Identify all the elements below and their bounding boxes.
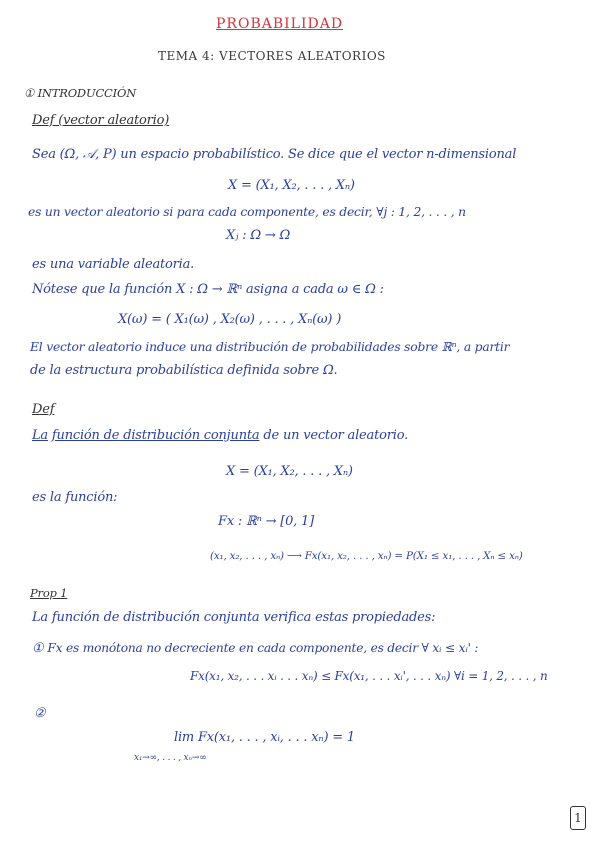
definition-text: es un vector aleatorio si para cada componente, es decir, ∀j : 1, 2, . . . , n bbox=[28, 205, 466, 219]
property-text: La función de distribución conjunta verifica estas propiedades: bbox=[32, 610, 436, 625]
definition-text: es la función: bbox=[32, 490, 118, 505]
definition-text: Sea (Ω, 𝒜, P) un espacio probabilístico. Se dice que el vector n-dimensional bbox=[32, 147, 517, 162]
defined-term: función de distribución conjunta bbox=[51, 428, 260, 443]
definition-label: Def bbox=[32, 402, 55, 417]
section-heading: ① INTRODUCCIÓN bbox=[24, 86, 137, 100]
formula: Xⱼ : Ω → Ω bbox=[226, 228, 291, 243]
definition-text-part: La bbox=[32, 428, 48, 443]
formula-subscript: x₁→∞, . . . , xₙ→∞ bbox=[134, 753, 207, 763]
formula: Fx : ℝⁿ → [0, 1] bbox=[218, 514, 314, 529]
definition-text bbox=[32, 428, 408, 444]
page-subtitle: TEMA 4: VECTORES ALEATORIOS bbox=[158, 49, 386, 63]
formula: X(ω) = ( X₁(ω) , X₂(ω) , . . . , Xₙ(ω) ) bbox=[118, 312, 342, 327]
formula: (x₁, x₂, . . . , xₙ) ⟶ Fx(x₁, x₂, . . . , xₙ) = P(X₁ ≤ x₁, . . . , Xₙ ≤ xₙ) bbox=[210, 550, 523, 562]
page-number: 1 bbox=[570, 806, 586, 830]
item-marker: ② bbox=[34, 706, 46, 721]
page-title: PROBABILIDAD bbox=[216, 16, 344, 32]
property-item bbox=[32, 640, 478, 657]
definition-text: es una variable aleatoria. bbox=[32, 257, 195, 272]
formula: lim Fx(x₁, . . . , xᵢ, . . . xₙ) = 1 bbox=[174, 730, 355, 745]
definition-text: Nótese que la función X : Ω → ℝⁿ asigna a cada ω ∈ Ω : bbox=[32, 282, 384, 297]
formula: X = (X₁, X₂, . . . , Xₙ) bbox=[226, 464, 353, 479]
item-text: Fx es monótona no decreciente en cada componente, es decir ∀ xᵢ ≤ xᵢ' : bbox=[47, 641, 479, 655]
formula: X = (X₁, X₂, . . . , Xₙ) bbox=[228, 178, 355, 193]
property-label: Prop 1 bbox=[30, 586, 68, 600]
item-marker: ① bbox=[32, 641, 44, 656]
definition-text: El vector aleatorio induce una distribución de probabilidades sobre ℝⁿ, a partir bbox=[30, 340, 510, 354]
definition-text-part: de un vector aleatorio. bbox=[263, 428, 409, 443]
definition-text: de la estructura probabilística definida sobre Ω. bbox=[30, 363, 338, 378]
formula: Fx(x₁, x₂, . . . xᵢ . . . xₙ) ≤ Fx(x₁, . . . xᵢ', . . . xₙ) ∀i = 1, 2, . . . , n bbox=[190, 669, 548, 683]
definition-label: Def (vector aleatorio) bbox=[32, 113, 170, 128]
